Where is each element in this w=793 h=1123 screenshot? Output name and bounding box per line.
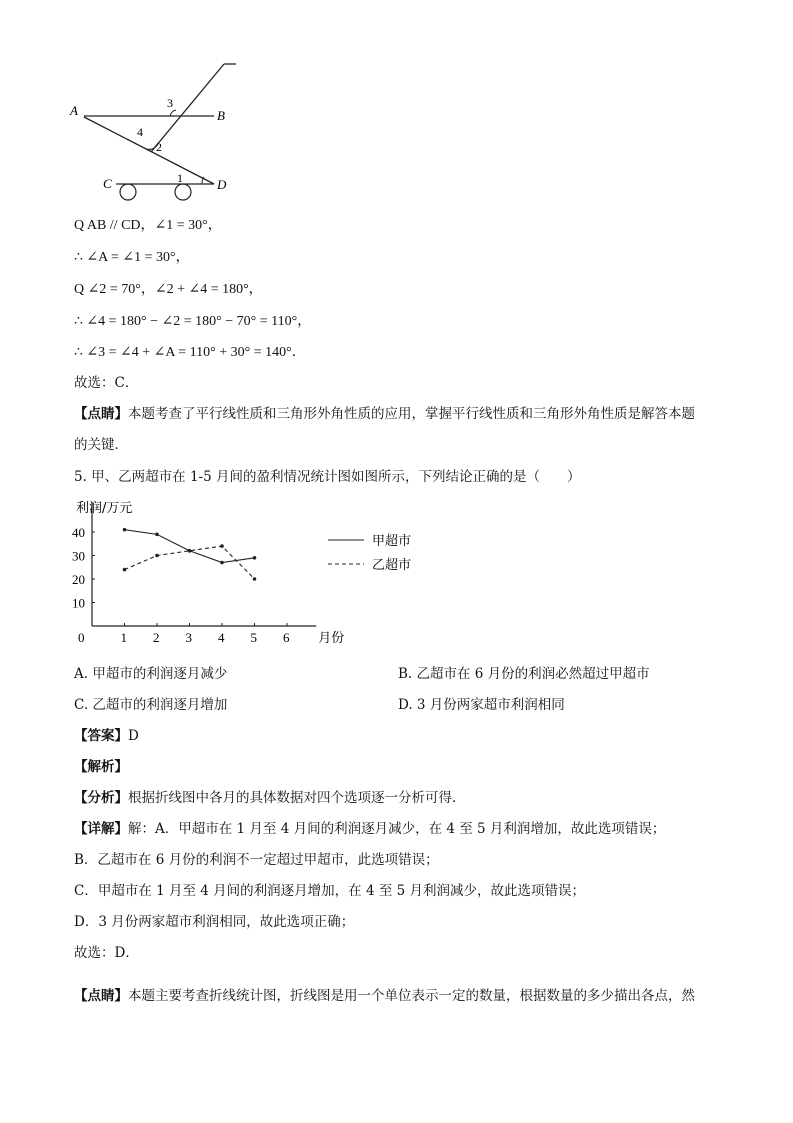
solution-line-5: ∴ ∠3 = ∠4 + ∠A = 110° + 30° = 140°． xyxy=(74,345,306,360)
fenxi-line xyxy=(74,786,466,806)
label-a: A xyxy=(70,103,78,118)
q5-dianjing-tag: 【点睛】 xyxy=(74,988,128,1004)
q5-dianjing-text: 本题主要考查折线统计图，折线图是用一个单位表示一定的数量，根据数量的多少描出各点，然 xyxy=(128,988,695,1004)
answer-line xyxy=(74,724,139,744)
option-b: B. 乙超市在 6 月份的利润必然超过甲超市 xyxy=(398,666,650,682)
x-tick-label: 6 xyxy=(283,630,290,645)
answer-tag: 【答案】 xyxy=(74,728,128,744)
label-b: B xyxy=(217,108,225,123)
series-1-point xyxy=(155,533,159,537)
prev-dianjing-line-1 xyxy=(74,402,695,422)
series-2-point xyxy=(123,568,127,572)
analysis-tag: 【解析】 xyxy=(74,759,128,775)
series-line-1 xyxy=(125,530,255,563)
solution-line-1: Q AB // CD，∠1 = 30°， xyxy=(74,218,222,233)
upper-transversal xyxy=(151,64,224,152)
x-tick-label: 4 xyxy=(218,630,225,645)
question-5-stem: 5. 甲、乙两超市在 1-5 月间的盈利情况统计图如图所示，下列结论正确的是（ ） xyxy=(74,469,581,485)
series-2-point xyxy=(155,554,159,558)
dianjing-text-1: 本题考查了平行线性质和三角形外角性质的应用，掌握平行线性质和三角形外角性质是解答本题 xyxy=(128,406,695,422)
x-tick-label: 1 xyxy=(120,630,127,645)
label-angle-3: 3 xyxy=(167,96,173,110)
solution-line-2: ∴ ∠A = ∠1 = 30°， xyxy=(74,250,190,265)
xiangjie-tag: 【详解】 xyxy=(74,821,128,837)
detail-c: C．甲超市在 1 月至 4 月间的利润逐月增加，在 4 至 5 月利润减少，故此选项错误； xyxy=(74,883,586,899)
y-tick-label: 40 xyxy=(72,525,85,540)
label-angle-4: 4 xyxy=(137,125,143,139)
answer-value: D xyxy=(128,728,139,744)
xiangjie-line xyxy=(74,817,665,837)
y-tick-label: 10 xyxy=(72,595,85,611)
y-tick-label: 30 xyxy=(72,548,85,564)
fenxi-text: 根据折线图中各月的具体数据对四个选项逐一分析可得． xyxy=(128,790,466,806)
label-d: D xyxy=(217,177,227,192)
option-d: D. 3 月份两家超市利润相同 xyxy=(398,697,565,713)
q5-dianjing xyxy=(74,984,695,1004)
option-c: C. 乙超市的利润逐月增加 xyxy=(74,697,228,713)
wheel-left xyxy=(120,184,136,200)
geometry-figure xyxy=(66,58,246,206)
series-2-point xyxy=(220,544,224,548)
xiangjie-text: 解：A．甲超市在 1 月至 4 月间的利润逐月减少，在 4 至 5 月利润增加，故此选项错误； xyxy=(128,821,666,837)
detail-d: D．3 月份两家超市利润相同，故此选项正确； xyxy=(74,914,355,930)
label-angle-2: 2 xyxy=(156,140,162,154)
detail-b: B．乙超市在 6 月份的利润不一定超过甲超市，此选项错误； xyxy=(74,852,439,868)
x-tick-label: 5 xyxy=(250,630,257,645)
angle-3-arc xyxy=(170,110,176,116)
series-1-point xyxy=(220,561,224,565)
series-1-point xyxy=(123,528,127,532)
prev-choice: 故选：C． xyxy=(74,375,139,391)
x-tick-label: 0 xyxy=(78,630,85,645)
series-2-point xyxy=(253,577,257,581)
series-2-point xyxy=(188,549,192,553)
series-1-point xyxy=(253,556,257,560)
solution-line-3: Q ∠2 = 70°，∠2 + ∠4 = 180°， xyxy=(74,282,263,297)
label-c: C xyxy=(103,176,112,191)
label-angle-1: 1 xyxy=(177,171,183,185)
solution-line-4: ∴ ∠4 = 180° − ∠2 = 180° − 70° = 110°， xyxy=(74,314,312,329)
y-tick-label: 20 xyxy=(72,572,85,587)
x-axis-label: 月份 xyxy=(318,631,345,646)
fenxi-tag: 【分析】 xyxy=(74,790,128,806)
q5-choice: 故选：D． xyxy=(74,945,139,961)
prev-dianjing-line-2: 的关键． xyxy=(74,437,128,453)
x-tick-label: 3 xyxy=(185,630,192,645)
x-tick-label: 2 xyxy=(153,630,160,645)
wheel-right xyxy=(175,184,191,200)
y-axis-label: 利润/万元 xyxy=(76,501,133,516)
legend-label-2: 乙超市 xyxy=(372,558,412,573)
profit-line-chart xyxy=(66,490,426,650)
dianjing-tag: 【点睛】 xyxy=(74,406,128,422)
option-a: A. 甲超市的利润逐月减少 xyxy=(74,666,228,682)
transversal-line xyxy=(84,117,214,184)
legend-label-1: 甲超市 xyxy=(372,534,412,549)
